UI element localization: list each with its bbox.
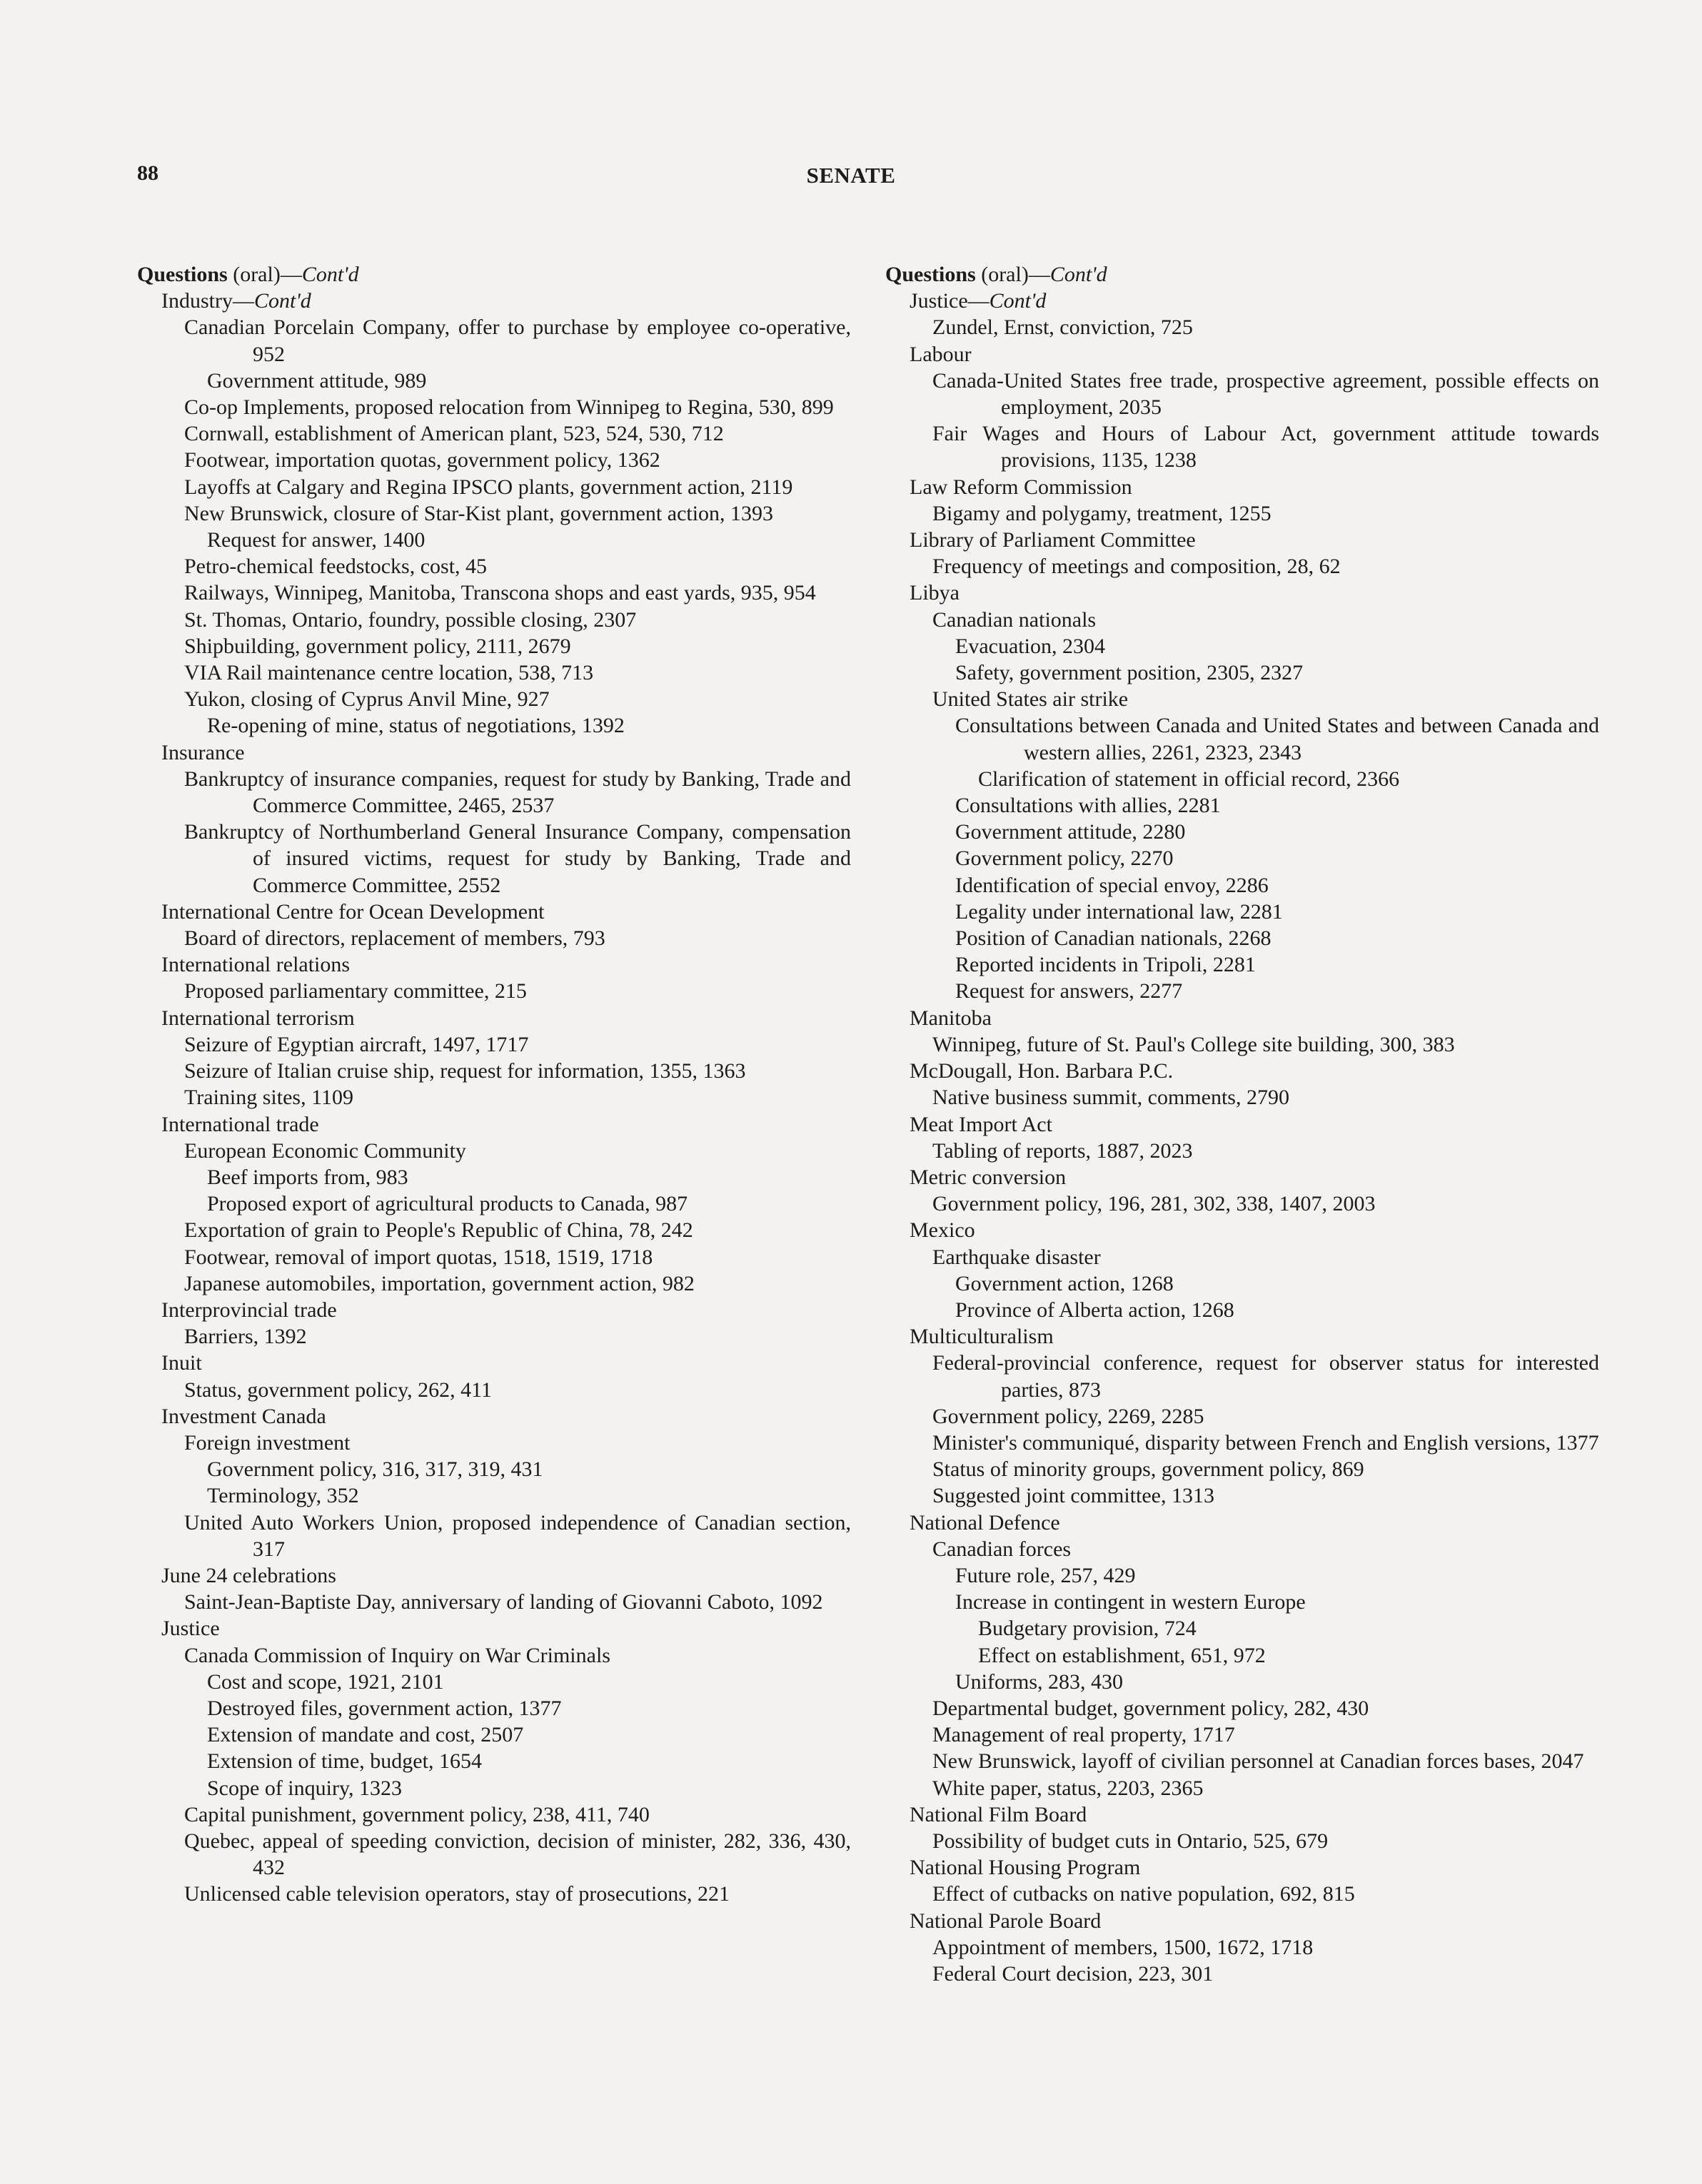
index-entry [932,686,1599,712]
index-entry [932,314,1599,340]
index-entry-text: Province of Alberta action, 1268 [955,1298,1234,1322]
index-entry-text: Earthquake disaster [932,1245,1101,1269]
index-entry-text: Seizure of Italian cruise ship, request for information, 1355, 1363 [184,1059,746,1083]
index-entry [161,1350,851,1376]
index-entry-text: Appointment of members, 1500, 1672, 1718 [932,1935,1314,1959]
index-entry-text: Extension of time, budget, 1654 [207,1749,482,1774]
index-entry [910,1323,1599,1350]
index-entry [207,1695,851,1722]
index-entry [932,1536,1599,1562]
index-heading-term: Questions [885,263,976,286]
index-entry [955,872,1599,899]
index-entry-text: Suggested joint committee, 1313 [932,1484,1214,1508]
index-entry [932,1828,1599,1854]
index-entry-text: United Auto Workers Union, proposed independence of Canadian section, 317 [184,1510,851,1561]
index-entry [910,527,1599,553]
index-entry [932,420,1599,473]
index-entry [910,1058,1599,1084]
index-entry [184,1084,851,1111]
index-entry [207,368,851,394]
index-entry-text: International trade [161,1112,319,1136]
index-entry-text: Metric conversion [910,1165,1067,1189]
index-entry-text: Extension of mandate and cost, 2507 [207,1723,524,1747]
index-entry-text: Yukon, closing of Cyprus Anvil Mine, 927 [184,687,550,712]
index-entry-text: Bigamy and polygamy, treatment, 1255 [932,501,1272,525]
index-entry [184,1217,851,1243]
index-entry-text: Effect on establishment, 651, 972 [978,1643,1266,1667]
index-entry [885,261,1599,288]
index-entry-text: Possibility of budget cuts in Ontario, 525, 679 [932,1829,1329,1853]
index-entry [910,1510,1599,1536]
index-entry-text: Canadian Porcelain Company, offer to purchase by employee co-operative, 952 [184,315,851,366]
index-entry-text: Fair Wages and Hours of Labour Act, government attitude towards provisions, 1135, 1238 [932,422,1599,472]
index-entry [932,1775,1599,1801]
continued-marker: Cont'd [254,289,311,313]
index-entry-text: Canadian forces [932,1537,1072,1561]
index-entry [161,1403,851,1430]
index-entry-text: Bankruptcy of Northumberland General Insurance Company, compensation of insured victims, request for study by Banking, Trade and Commerce Committee, 2552 [184,820,851,897]
index-entry-text: Budgetary provision, 724 [978,1617,1197,1641]
index-entry-text: National Parole Board [910,1909,1102,1933]
index-entry [161,1111,851,1138]
index-entry-text: Legality under international law, 2281 [955,899,1283,924]
index-entry [910,1005,1599,1031]
index-entry [207,1456,851,1482]
index-entry-text: Future role, 257, 429 [955,1563,1136,1587]
index-entry [978,766,1599,792]
index-entry [932,1430,1599,1456]
index-entry-text: Safety, government position, 2305, 2327 [955,661,1304,685]
index-entry-text: Multiculturalism [910,1325,1054,1349]
index-entry [161,1005,851,1031]
index-entry-text: Government policy, 316, 317, 319, 431 [207,1457,543,1482]
index-heading-term: Questions [137,263,228,286]
index-entry [161,288,851,314]
index-entry [184,553,851,580]
index-entry [955,659,1599,686]
index-entry-text: Position of Canadian nationals, 2268 [955,926,1272,951]
index-entry-text: VIA Rail maintenance centre location, 538, 713 [184,661,594,685]
index-entry [955,978,1599,1004]
index-entry-text: Footwear, removal of import quotas, 1518, 1519, 1718 [184,1245,653,1269]
page-number: 88 [137,161,158,185]
index-entry-text: Manitoba [910,1006,992,1030]
index-column-left [137,261,851,1908]
index-entry [955,845,1599,871]
index-entry [932,1722,1599,1748]
index-entry-text: June 24 celebrations [161,1563,336,1587]
index-entry-text: Petro-chemical feedstocks, cost, 45 [184,555,488,579]
index-entry-text: Native business summit, comments, 2790 [932,1086,1289,1110]
index-entry [184,766,851,819]
index-entry-text: Frequency of meetings and composition, 28, 62 [932,555,1341,579]
index-entry [955,633,1599,659]
index-entry [161,899,851,925]
index-entry-text: Status of minority groups, government policy, 869 [932,1457,1364,1482]
index-entry-text: Footwear, importation quotas, government policy, 1362 [184,448,660,472]
index-entry [184,1881,851,1907]
index-entry [184,633,851,659]
index-entry-text: Libya [910,581,960,605]
index-entry [184,925,851,951]
index-entry-text: Layoffs at Calgary and Regina IPSCO plants, government action, 2119 [184,475,793,499]
index-entry [910,1164,1599,1190]
index-entry [932,553,1599,580]
index-entry [932,1482,1599,1509]
index-entry-text: Seizure of Egyptian aircraft, 1497, 1717 [184,1032,529,1056]
index-entry [184,1323,851,1350]
index-entry-text: Saint-Jean-Baptiste Day, anniversary of landing of Giovanni Caboto, 1092 [184,1590,823,1614]
index-entry-text: St. Thomas, Ontario, foundry, possible closing, 2307 [184,607,637,632]
index-entry-text: Canada Commission of Inquiry on War Criminals [184,1643,610,1667]
index-entry [955,1562,1599,1589]
index-entry-text: Cost and scope, 1921, 2101 [207,1669,444,1694]
index-entry [184,1510,851,1562]
index-entry [932,607,1599,633]
index-entry [932,1350,1599,1402]
index-entry [184,819,851,899]
index-entry [161,1615,851,1642]
index-entry [955,819,1599,845]
index-entry [207,1190,851,1217]
index-entry [955,1297,1599,1323]
index-entry [910,288,1599,314]
index-entry [932,1031,1599,1058]
index-entry [932,1961,1599,1987]
index-entry-text: Identification of special envoy, 2286 [955,873,1269,897]
index-entry [955,1669,1599,1695]
index-entry [184,1642,851,1669]
index-entry-text: National Housing Program [910,1856,1141,1880]
index-heading-qualifier: (oral)— [975,263,1050,286]
index-entry-text: Federal-provincial conference, request for observer status for interested parties, 873 [932,1351,1599,1402]
index-entry [207,712,851,739]
index-entry-text: Law Reform Commission [910,475,1132,499]
index-entry-text: National Film Board [910,1802,1087,1826]
index-entry [955,1270,1599,1297]
index-entry-text: Library of Parliament Committee [910,528,1196,552]
index-entry-text: Training sites, 1109 [184,1086,353,1110]
index-entry [184,1828,851,1881]
index-entry-text: Investment Canada [161,1404,326,1428]
index-column-right [885,261,1599,1987]
index-entry [184,1430,851,1456]
index-entry [184,1589,851,1615]
index-entry-text: Proposed parliamentary committee, 215 [184,979,527,1003]
index-entry [161,739,851,766]
index-entry [207,1775,851,1801]
index-entry-text: Effect of cutbacks on native population, 692, 815 [932,1882,1355,1906]
index-entry [184,1244,851,1270]
index-entry-text: Proposed export of agricultural products to Canada, 987 [207,1192,688,1216]
index-entry-text: Canada-United States free trade, prospective agreement, possible effects on employment, 2035 [932,368,1599,420]
index-entry [184,420,851,447]
index-entry-text: Uniforms, 283, 430 [955,1669,1123,1694]
index-entry [207,527,851,553]
index-entry-text: Federal Court decision, 223, 301 [932,1962,1214,1986]
index-entry [932,500,1599,527]
index-entry [184,978,851,1004]
index-entry-text: Consultations with allies, 2281 [955,794,1221,818]
index-entry [910,474,1599,500]
index-entry-text: Japanese automobiles, importation, government action, 982 [184,1271,695,1295]
index-entry [207,1164,851,1190]
index-entry [932,1403,1599,1430]
index-entry-text: Exportation of grain to People's Republic of China, 78, 242 [184,1218,693,1243]
index-entry [184,1270,851,1297]
index-entry-text: United States air strike [932,687,1129,712]
index-entry-text: Insurance [161,740,245,764]
index-entry [932,1934,1599,1961]
index-entry-text: McDougall, Hon. Barbara P.C. [910,1059,1174,1083]
index-entry-text: Foreign investment [184,1430,351,1455]
index-entry-text: Consultations between Canada and United States and between Canada and western allies, 2261, 2323, 2343 [955,714,1599,764]
index-entry [932,1084,1599,1111]
index-entry-text: Railways, Winnipeg, Manitoba, Transcona shops and east yards, 935, 954 [184,581,816,605]
index-entry [955,925,1599,951]
index-entry-text: White paper, status, 2203, 2365 [932,1776,1204,1800]
index-entry-text: Mexico [910,1218,975,1243]
index-entry-text: Government attitude, 2280 [955,820,1186,844]
index-entry-text: Status, government policy, 262, 411 [184,1377,493,1402]
index-entry-text: Canadian nationals [932,607,1097,632]
index-entry-text: Government policy, 2270 [955,846,1174,871]
index-entry [932,1190,1599,1217]
index-entry [207,1748,851,1774]
index-entry-text: Request for answer, 1400 [207,528,426,552]
index-entry [932,1244,1599,1270]
index-entry [910,1801,1599,1828]
index-entry-text: Government action, 1268 [955,1271,1174,1295]
index-entry-text: Board of directors, replacement of members, 793 [184,926,605,951]
index-entry [207,1482,851,1509]
index-entry-text: Re-opening of mine, status of negotiations, 1392 [207,714,625,738]
index-entry-text: Beef imports from, 983 [207,1165,408,1189]
index-entry-text: Winnipeg, future of St. Paul's College site building, 300, 383 [932,1032,1455,1056]
index-entry [207,1669,851,1695]
index-entry-text: International terrorism [161,1006,355,1030]
index-entry-text: National Defence [910,1510,1060,1535]
index-entry-text: Request for answers, 2277 [955,979,1183,1003]
index-entry [184,1801,851,1828]
index-entry-text: Justice [161,1617,220,1641]
index-entry-text: Labour [910,342,972,366]
index-entry [932,1138,1599,1164]
index-entry [184,314,851,367]
index-entry-text: Government attitude, 989 [207,368,427,393]
index-entry-text: Cornwall, establishment of American plant, 523, 524, 530, 712 [184,422,724,446]
index-entry-text: Increase in contingent in western Europe [955,1590,1306,1614]
index-entry-text: Departmental budget, government policy, 282, 430 [932,1696,1369,1720]
index-entry-text: Zundel, Ernst, conviction, 725 [932,315,1193,340]
continued-marker: Cont'd [989,289,1047,313]
index-entry-text: New Brunswick, layoff of civilian personnel at Canadian forces bases, 2047 [932,1749,1584,1774]
index-entry [161,951,851,978]
index-entry-text: New Brunswick, closure of Star-Kist plant, government action, 1393 [184,501,774,525]
index-entry-text: International Centre for Ocean Development [161,899,545,924]
index-entry [184,394,851,420]
index-entry [184,500,851,527]
index-entry-text: Unlicensed cable television operators, stay of prosecutions, 221 [184,1882,730,1906]
index-entry [184,659,851,686]
index-entry [910,580,1599,606]
index-entry-text: Evacuation, 2304 [955,634,1105,658]
index-entry [184,1138,851,1164]
index-entry [978,1615,1599,1642]
index-entry-text: International relations [161,953,351,977]
index-entry [184,447,851,473]
index-entry [161,1562,851,1589]
index-entry-text: Tabling of reports, 1887, 2023 [932,1138,1193,1163]
index-entry [137,261,851,288]
index-entry [184,686,851,712]
index-entry-text: Meat Import Act [910,1112,1052,1136]
continued-marker: Cont'd [301,263,359,286]
index-entry-text: Capital punishment, government policy, 238, 411, 740 [184,1802,650,1826]
index-entry [955,1589,1599,1615]
index-entry-text: Quebec, appeal of speeding conviction, decision of minister, 282, 336, 430, 432 [184,1829,851,1880]
index-entry-text: Shipbuilding, government policy, 2111, 2679 [184,634,571,658]
continued-marker: Cont'd [1049,263,1107,286]
index-entry [932,1456,1599,1482]
index-entry-text: European Economic Community [184,1138,466,1163]
index-entry [978,1642,1599,1669]
index-entry [184,1377,851,1403]
index-entry [932,1695,1599,1722]
index-heading-qualifier: (oral)— [227,263,302,286]
index-entry [910,1908,1599,1934]
index-entry-text: Bankruptcy of insurance companies, request for study by Banking, Trade and Commerce Committee, 2465, 2537 [184,767,851,818]
index-entry [932,368,1599,420]
index-entry-text: Barriers, 1392 [184,1325,307,1349]
index-entry-text: Clarification of statement in official record, 2366 [978,767,1400,791]
index-entry-text: Inuit [161,1351,202,1375]
index-entry [161,1297,851,1323]
index-entry [184,474,851,500]
index-entry [184,580,851,606]
running-head: SENATE [806,163,896,188]
index-entry [955,792,1599,819]
index-entry-text: Minister's communiqué, disparity between French and English versions, 1377 [932,1430,1599,1455]
index-entry-text: Industry— [161,289,254,313]
index-entry [184,607,851,633]
index-entry-text: Co-op Implements, proposed relocation from Winnipeg to Regina, 530, 899 [184,395,834,420]
index-entry [910,341,1599,368]
index-entry [955,951,1599,978]
index-entry-text: Management of real property, 1717 [932,1723,1235,1747]
index-entry-text: Government policy, 196, 281, 302, 338, 1407, 2003 [932,1192,1376,1216]
index-entry [955,899,1599,925]
index-entry [910,1854,1599,1881]
index-entry [955,712,1599,765]
index-entry-text: Reported incidents in Tripoli, 2281 [955,953,1256,977]
index-entry [207,1722,851,1748]
index-entry [184,1031,851,1058]
index-entry [910,1111,1599,1138]
index-entry-text: Terminology, 352 [207,1484,359,1508]
index-entry [184,1058,851,1084]
index-entry [932,1748,1599,1774]
index-entry [932,1881,1599,1907]
index-entry [910,1217,1599,1243]
index-entry-text: Scope of inquiry, 1323 [207,1776,403,1800]
index-entry-text: Government policy, 2269, 2285 [932,1404,1204,1428]
index-entry-text: Interprovincial trade [161,1298,337,1322]
index-entry-text: Justice— [910,289,990,313]
index-entry-text: Destroyed files, government action, 1377 [207,1696,562,1720]
